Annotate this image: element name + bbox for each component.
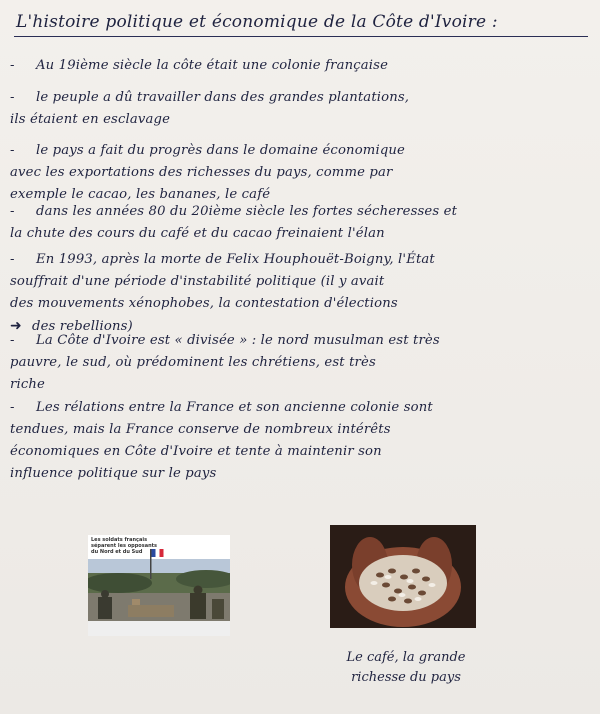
bullet-text: En 1993, après la morte de Felix Houphouët-Boigny, l'État [36,252,435,267]
bullet-line [10,223,585,245]
bullet-text: dans les années 80 du 20ième siècle les fortes sécheresses et [36,204,458,219]
bullet-line [10,293,585,315]
bullet-text: économiques en Côte d'Ivoire et tente à maintenir son [10,444,382,459]
bullet-dash: - [10,58,15,73]
bullet-line [10,419,585,441]
soldiers-photo [88,535,230,636]
bullet-line [10,249,585,271]
bullet-text: des mouvements xénophobes, la contestation d'élections [10,296,398,311]
bullet-line [10,397,585,419]
bullet-text: ils étaient en esclavage [10,112,171,127]
bullet-line [10,55,585,77]
page-title: L'histoire politique et économique de la Côte d'Ivoire : [16,12,498,32]
bullet-line [10,271,585,293]
bullet-dash: - [10,333,15,348]
bullet-text: tendues, mais la France conserve de nombreux intérêts [10,422,391,437]
bullet-text: pauvre, le sud, où prédominent les chrétiens, est très [10,355,376,370]
bullet-text: influence politique sur le pays [10,466,217,481]
bullet-item [10,140,585,206]
bullet-item [10,249,585,338]
bullet-dash: - [10,204,15,219]
bullet-item [10,330,585,396]
bullet-text: exemple le cacao, les bananes, le café [10,187,271,202]
coffee-caption-line: richesse du pays [351,670,461,685]
bullet-line [10,352,585,374]
bullet-text: le peuple a dû travailler dans des grandes plantations, [36,90,410,105]
bullet-line [10,87,585,109]
bullet-line [10,109,585,131]
bullet-line [10,441,585,463]
bullet-item [10,55,585,77]
bullet-dash: - [10,143,15,158]
bullet-text: Au 19ième siècle la côte était une colonie française [36,58,389,73]
bullet-item [10,201,585,245]
soldiers-photo-caption: Les soldats français séparent les opposants du Nord et du Sud [91,537,157,555]
bullet-line [10,201,585,223]
bullet-text: avec les exportations des richesses du pays, comme par [10,165,393,180]
bullet-item [10,397,585,485]
coffee-caption-line: Le café, la grande [346,650,466,665]
bullet-line [10,463,585,485]
arrow-right-icon: ➜ [10,318,22,334]
bullet-text: la chute des cours du café et du cacao freinaient l'élan [10,226,385,241]
bullet-line [10,374,585,396]
title-underline [14,36,588,37]
bullet-text: le pays a fait du progrès dans le domaine économique [36,143,406,158]
bullet-dash: - [10,400,15,415]
bullet-text: Les rélations entre la France et son ancienne colonie sont [36,400,433,415]
coffee-photo-caption [326,648,486,688]
bullet-text: riche [10,377,45,392]
bullet-dash: - [10,252,15,267]
bullet-item [10,87,585,131]
bullet-text: souffrait d'une période d'instabilité politique (il y avait [10,274,385,289]
coffee-beans-photo [330,525,476,628]
bullet-text: des rebellions) [32,319,133,334]
bullet-dash: - [10,90,15,105]
bullet-text: La Côte d'Ivoire est « divisée » : le nord musulman est très [36,333,440,348]
coffee-beans-image [330,525,476,628]
bullet-line [10,330,585,352]
bullet-line [10,162,585,184]
bullet-line [10,140,585,162]
